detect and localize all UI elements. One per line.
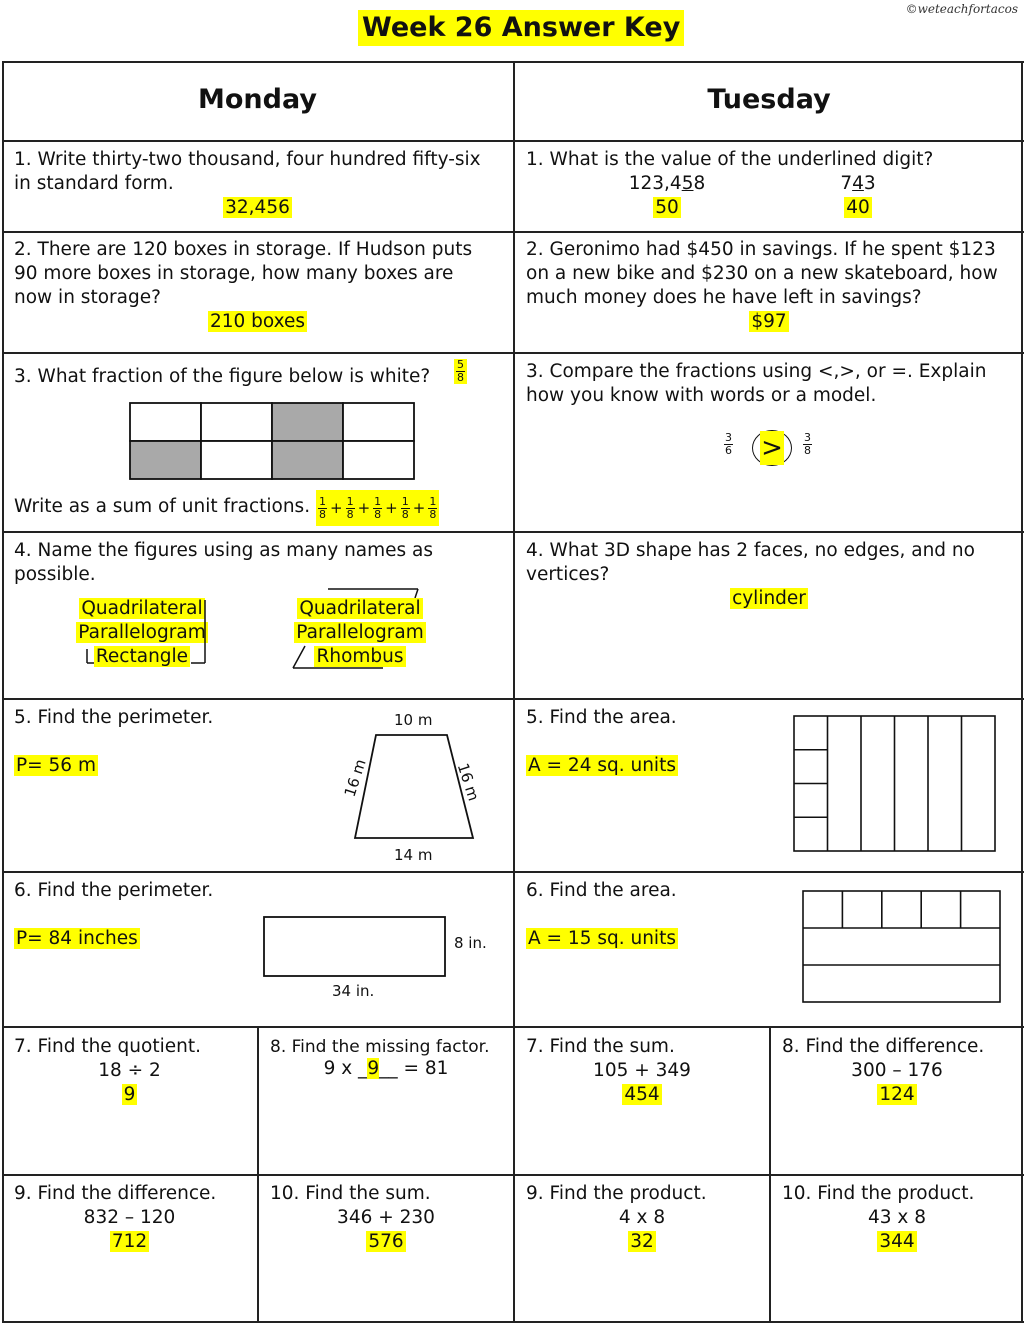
tuesday-q5-text: 5. Find the area. (526, 707, 677, 728)
tuesday-q1-number2: 743 (840, 173, 876, 194)
monday-q8-text: 8. Find the missing factor. (270, 1037, 490, 1057)
monday-q8-problem: 9 x _9__ = 81 (323, 1058, 449, 1079)
shaded-cell (272, 441, 343, 479)
monday-q7-problem: 18 ÷ 2 (98, 1060, 161, 1081)
rhombus-name-3: Rhombus (316, 646, 404, 667)
copyright-mark: ©weteachfortacos (905, 2, 1018, 16)
monday-q10-text: 10. Find the sum. (270, 1183, 431, 1204)
monday-q1-answer: 32,456 (225, 197, 290, 218)
tuesday-q8-text: 8. Find the difference. (782, 1036, 985, 1057)
monday-q8-answer: 9 (367, 1058, 380, 1079)
rectangle-bottom-label: 34 in. (332, 982, 375, 1000)
tuesday-q1-answer1: 50 (655, 197, 679, 218)
monday-q7-text: 7. Find the quotient. (14, 1036, 201, 1057)
plus-sign: + (412, 499, 426, 517)
tuesday-q10-text: 10. Find the product. (782, 1183, 975, 1204)
tuesday-q5-answer: A = 24 sq. units (528, 755, 676, 776)
rectangle-name-2: Parallelogram (78, 622, 206, 643)
tuesday-q10-answer: 344 (879, 1231, 915, 1252)
fraction-bar-figure (129, 402, 419, 482)
plus-sign: + (385, 499, 398, 517)
monday-q5-text: 5. Find the perimeter. (14, 707, 214, 728)
monday-q4-text: 4. Name the figures using as many names as possible. (14, 540, 434, 585)
white-cell (343, 403, 414, 441)
page-title: Week 26 Answer Key (358, 10, 684, 46)
tuesday-q1-answer2: 40 (846, 197, 870, 218)
tuesday-q7-text: 7. Find the sum. (526, 1036, 675, 1057)
rectangle-outline (78, 600, 218, 670)
trapezoid-left-label: 16 m (340, 756, 370, 800)
unit-fraction: $\frac{1}{8}$ (429, 494, 437, 521)
area-figure-24 (793, 715, 997, 853)
white-cell (201, 441, 272, 479)
monday-q9-answer: 712 (111, 1231, 148, 1252)
tuesday-q8-answer: 124 (879, 1084, 915, 1105)
tuesday-q3-text: 3. Compare the fractions using <,>, or =. Explain how you know with words or a model. (526, 361, 987, 406)
tuesday-header: Tuesday (707, 84, 831, 115)
monday-q2-text: 2. There are 120 boxes in storage. If Hudson puts 90 more boxes in storage, how many boxes are now in storage? (14, 239, 473, 308)
tuesday-q1-number1: 123,458 (628, 173, 706, 194)
tuesday-q4-text: 4. What 3D shape has 2 faces, no edges, and no vertices? (526, 540, 975, 585)
unit-fraction: $\frac{1}{8}$ (346, 494, 354, 521)
tuesday-q9-text: 9. Find the product. (526, 1183, 707, 1204)
tuesday-q1-text: 1. What is the value of the underlined digit? (526, 149, 934, 170)
tuesday-q9-answer: 32 (630, 1231, 654, 1252)
monday-q6-text: 6. Find the perimeter. (14, 880, 214, 901)
tuesday-q3-fraction2: $\frac{3}{8}$ (804, 431, 811, 457)
plus-sign: + (357, 499, 371, 517)
figure-rhombus-names (292, 597, 428, 669)
rectangle-name-3: Rectangle (95, 646, 189, 667)
shaded-cell (130, 441, 201, 479)
monday-q2-answer: 210 boxes (209, 311, 306, 332)
monday-q9-problem: 832 – 120 (83, 1207, 176, 1228)
tuesday-q7-answer: 454 (624, 1084, 660, 1105)
tuesday-q2-answer: $97 (751, 311, 787, 332)
rectangle-name-1: Quadrilateral (81, 598, 203, 619)
monday-q9-text: 9. Find the difference. (14, 1183, 217, 1204)
tuesday-q3-answer: > (761, 433, 783, 463)
trapezoid-bottom-label: 14 m (394, 846, 433, 864)
white-cell (130, 403, 201, 441)
area-figure-15 (802, 890, 1002, 1004)
trapezoid-right-label: 16 m (453, 760, 483, 804)
tuesday-q6-answer: A = 15 sq. units (528, 928, 676, 949)
tuesday-q6-text: 6. Find the area. (526, 880, 677, 901)
monday-q10-answer: 576 (368, 1231, 404, 1252)
monday-q7-answer: 9 (123, 1084, 136, 1105)
rhombus-name-1: Quadrilateral (299, 598, 421, 619)
plus-sign: + (330, 499, 343, 517)
tuesday-q8-problem: 300 – 176 (851, 1060, 943, 1081)
white-cell (343, 441, 414, 479)
tuesday-q2-text: 2. Geronimo had $450 in savings. If he spent $123 on a new bike and $230 on a new skateboard, how much money does he have left in savings? (526, 239, 998, 308)
tuesday-q4-answer: cylinder (732, 588, 806, 609)
unit-fraction: $\frac{1}{8}$ (401, 494, 409, 521)
trapezoid-top-label: 10 m (394, 711, 433, 729)
monday-q6-answer: P= 84 inches (16, 928, 138, 949)
monday-q5-answer: P= 56 m (16, 755, 96, 776)
monday-q3-text: 3. What fraction of the figure below is white? (14, 366, 431, 387)
tuesday-q10-problem: 43 x 8 (867, 1207, 927, 1228)
monday-header: Monday (198, 84, 317, 115)
monday-q3-answer: $\frac{5}{8}$ (454, 359, 467, 384)
rectangle-figure (263, 916, 447, 978)
tuesday-q7-problem: 105 + 349 (593, 1060, 691, 1081)
rectangle-side-label: 8 in. (454, 934, 487, 952)
unit-fraction: $\frac{1}{8}$ (319, 494, 326, 521)
monday-q3-sum-label: Write as a sum of unit fractions. (14, 496, 311, 517)
rhombus-name-2: Parallelogram (296, 622, 424, 643)
white-cell (201, 403, 272, 441)
tuesday-q9-problem: 4 x 8 (618, 1207, 666, 1228)
monday-q1-text: 1. Write thirty-two thousand, four hundred fifty-six in standard form. (14, 149, 481, 194)
tuesday-q3-fraction1: $\frac{3}{6}$ (725, 431, 732, 457)
shaded-cell (272, 403, 343, 441)
monday-q10-problem: 346 + 230 (337, 1207, 435, 1228)
unit-fraction: $\frac{1}{8}$ (374, 494, 382, 521)
monday-q3-unit-sum (316, 490, 439, 526)
